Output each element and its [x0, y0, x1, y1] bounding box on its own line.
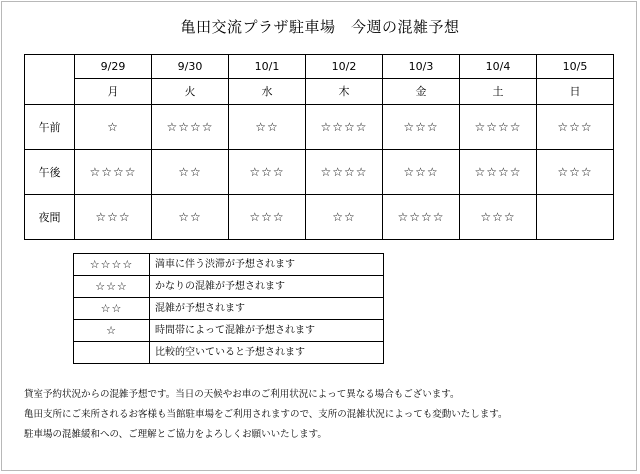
weekday-cell: 土 [460, 79, 537, 105]
note-line: 貸室予約状況からの混雑予想です。当日の天候やお車のご利用状況によって異なる場合もございます。 [24, 389, 460, 400]
date-header-row [25, 55, 614, 79]
afternoon-row [25, 150, 614, 195]
page-title: 亀田交流プラザ駐車場 今週の混雑予想 [180, 18, 460, 36]
weekday-cell: 木 [306, 79, 383, 105]
rating-cell: ☆☆☆☆ [460, 105, 537, 150]
weekday-cell: 日 [537, 79, 614, 105]
date-cell: 9/29 [75, 55, 152, 79]
rating-cell: ☆☆ [152, 150, 229, 195]
rating-cell: ☆☆ [229, 105, 306, 150]
legend-stars: ☆☆ [74, 298, 150, 320]
rating-cell: ☆☆☆ [229, 150, 306, 195]
legend-text: かなりの混雑が予想されます [150, 276, 384, 298]
rating-cell: ☆☆☆☆ [75, 150, 152, 195]
rating-cell: ☆☆ [152, 195, 229, 240]
legend-text: 比較的空いていると予想されます [150, 342, 384, 364]
legend-row [74, 276, 384, 298]
legend-text: 時間帯によって混雑が予想されます [150, 320, 384, 342]
legend-stars: ☆☆☆ [74, 276, 150, 298]
legend-row [74, 298, 384, 320]
rating-cell: ☆☆☆☆ [383, 195, 460, 240]
weekday-header-row [25, 79, 614, 105]
congestion-forecast-table [24, 54, 614, 240]
legend-table [73, 253, 384, 364]
notes [24, 385, 508, 445]
legend-text: 満車に伴う渋滞が予想されます [150, 254, 384, 276]
note-line: 亀田支所にご来所されるお客様も当館駐車場をご利用されますので、支所の混雑状況によっても変動いたします。 [24, 409, 508, 420]
date-cell: 9/30 [152, 55, 229, 79]
rating-cell: ☆☆☆ [460, 195, 537, 240]
rating-cell: ☆☆☆ [383, 150, 460, 195]
rating-cell: ☆ [75, 105, 152, 150]
night-row [25, 195, 614, 240]
date-cell: 10/5 [537, 55, 614, 79]
period-label: 夜間 [25, 195, 75, 240]
date-cell: 10/2 [306, 55, 383, 79]
date-cell: 10/1 [229, 55, 306, 79]
rating-cell: ☆☆☆ [229, 195, 306, 240]
date-cell: 10/4 [460, 55, 537, 79]
rating-cell: ☆☆☆ [75, 195, 152, 240]
legend-stars: ☆ [74, 320, 150, 342]
rating-cell: ☆☆ [306, 195, 383, 240]
note-line: 駐車場の混雑緩和への、ご理解とご協力をよろしくお願いいたします。 [24, 429, 327, 440]
legend-text: 混雑が予想されます [150, 298, 384, 320]
legend-row [74, 254, 384, 276]
rating-cell: ☆☆☆☆ [306, 150, 383, 195]
rating-cell [537, 195, 614, 240]
rating-cell: ☆☆☆☆ [460, 150, 537, 195]
legend-stars: ☆☆☆☆ [74, 254, 150, 276]
rating-cell: ☆☆☆ [383, 105, 460, 150]
legend-stars [74, 342, 150, 364]
legend-row [74, 320, 384, 342]
rating-cell: ☆☆☆ [537, 150, 614, 195]
morning-row [25, 105, 614, 150]
weekday-cell: 金 [383, 79, 460, 105]
corner-cell [25, 55, 75, 105]
weekday-cell: 水 [229, 79, 306, 105]
period-label: 午後 [25, 150, 75, 195]
rating-cell: ☆☆☆☆ [152, 105, 229, 150]
rating-cell: ☆☆☆☆ [306, 105, 383, 150]
period-label: 午前 [25, 105, 75, 150]
weekday-cell: 月 [75, 79, 152, 105]
legend-row [74, 342, 384, 364]
rating-cell: ☆☆☆ [537, 105, 614, 150]
date-cell: 10/3 [383, 55, 460, 79]
weekday-cell: 火 [152, 79, 229, 105]
